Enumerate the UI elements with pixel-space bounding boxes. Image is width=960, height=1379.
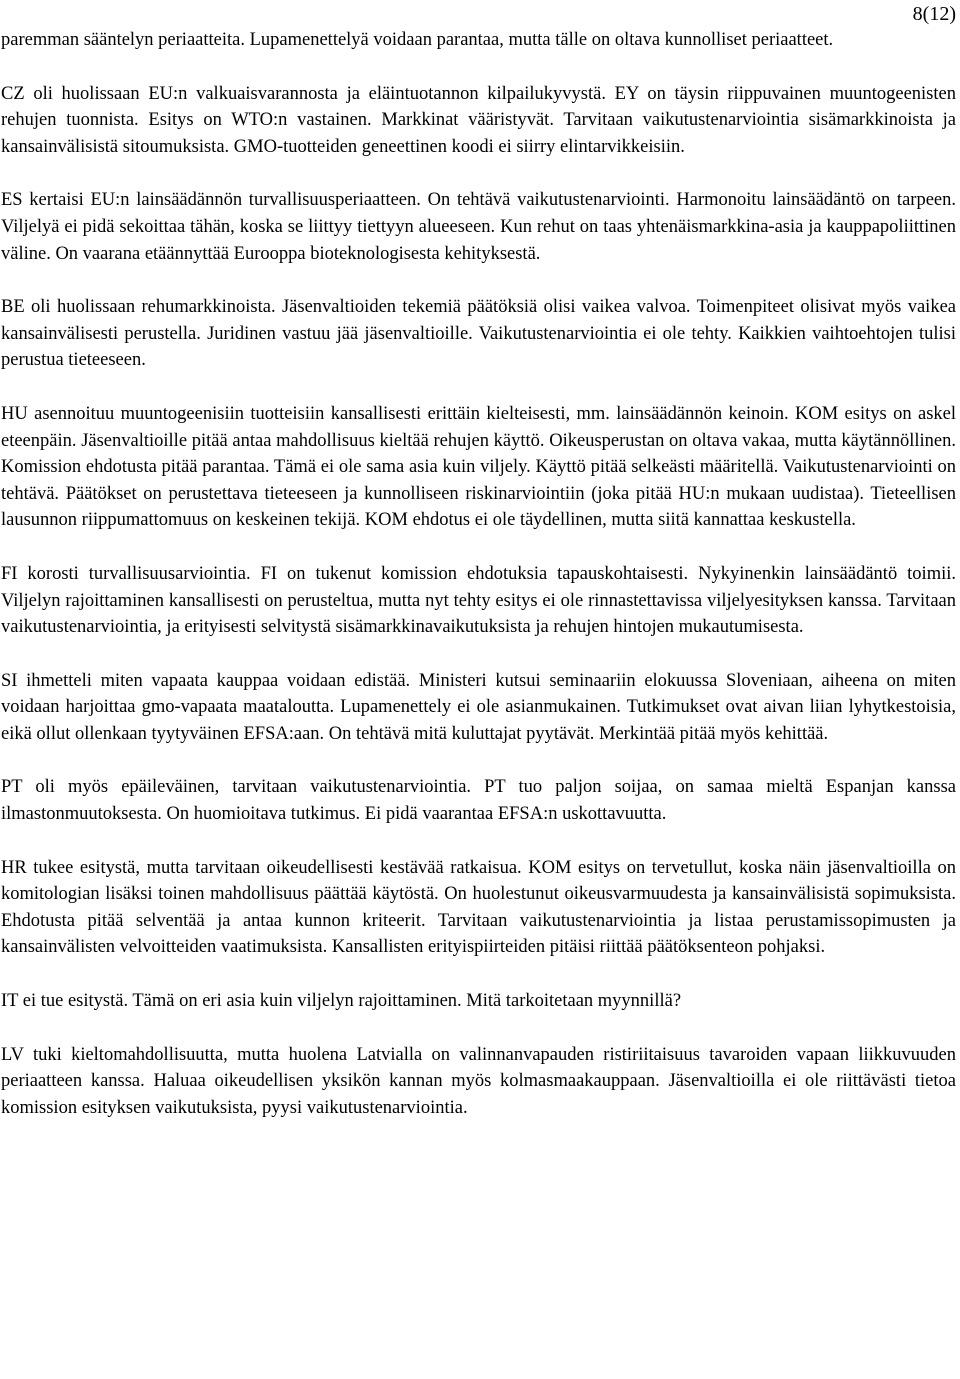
paragraph-es: ES kertaisi EU:n lainsäädännön turvallisuusperiaatteen. On tehtävä vaikutustenarviointi. Harmonoitu lainsäädäntö on tarpeen. Viljelyä ei pidä sekoittaa tähän, koska se liittyy tiettyyn alueeseen. Kun rehut on taas yhtenäismarkkina-asia ja kauppapoliittinen väline. On vaarana etäännyttää Eurooppa bioteknologisesta kehityksestä. — [1, 190, 956, 264]
paragraph-be: BE oli huolissaan rehumarkkinoista. Jäsenvaltioiden tekemiä päätöksiä olisi vaikea valvoa. Toimenpiteet olisivat myös vaikea kansainvälisesti perustella. Juridinen vastuu jää jäsenvaltioille. Vaikutustenarviointia ei ole tehty. Kaikkien vaihtoehtojen tulisi perustua tieteeseen. — [1, 297, 956, 371]
paragraph-lv: LV tuki kieltomahdollisuutta, mutta huolena Latvialla on valinnanvapauden ristiriitaisuus tavaroiden vapaan liikkuvuuden periaatteen kanssa. Haluaa oikeudellisen yksikön kannan myös kolmasmaakauppaan. Jäsenvaltioilla ei ole riittävästi tietoa komission esityksen vaikutuksista, pyysi vaikutustenarviointia. — [1, 1044, 956, 1118]
paragraph-intro-continued: paremman sääntelyn periaatteita. Lupamenettelyä voidaan parantaa, mutta tälle on oltava kunnolliset periaatteet. — [1, 30, 834, 50]
page-number: 8(12) — [912, 3, 956, 25]
paragraph-hu: HU asennoituu muuntogeenisiin tuotteisiin kansallisesti erittäin kielteisesti, mm. lainsäädännön keinoin. KOM esitys on askel eteenpäin. Jäsenvaltioille pitää antaa mahdollisuus kieltää rehujen käyttö. Oikeusperustan on oltava vakaa, mutta käytännöllinen. Komission ehdotusta pitää parantaa. Tämä ei ole sama asia kuin viljely. Käyttö pitää selkeästi määritellä. Vaikutustenarviointi on tehtävä. Päätökset on perustettava tieteeseen ja kunnolliseen riskinarviointiin (joka pitää HU:n mukaan uudistaa). Tieteellisen lausunnon riippumattomuus on keskeinen tekijä. KOM ehdotus ei ole täydellinen, mutta siitä kannattaa keskustella. — [1, 403, 956, 531]
paragraph-cz: CZ oli huolissaan EU:n valkuaisvarannosta ja eläintuotannon kilpailukyvystä. EY on täysin riippuvainen muuntogeenisten rehujen tuonnista. Esitys on WTO:n vastainen. Markkinat vääristyvät. Tarvitaan vaikutustenarviointia sisämarkkinoista ja kansainvälisistä sitoumuksista. GMO-tuotteiden geneettinen koodi ei siirry elintarvikkeisiin. — [1, 83, 956, 157]
paragraph-pt: PT oli myös epäileväinen, tarvitaan vaikutustenarviointia. PT tuo paljon soijaa, on samaa mieltä Espanjan kanssa ilmastonmuutoksesta. On huomioitava tutkimus. Ei pidä vaarantaa EFSA:n uskottavuutta. — [1, 777, 956, 825]
paragraph-fi: FI korosti turvallisuusarviointia. FI on tukenut komission ehdotuksia tapauskohtaisesti. Nykyinenkin lainsäädäntö toimii. Viljelyn rajoittaminen kansallisesti on perusteltua, mutta nyt tehty esitys ei ole rinnastettavissa viljelyesityksen kanssa. Tarvitaan vaikutustenarviointia, ja erityisesti selvitystä sisämarkkinavaikutuksista ja rehujen hintojen mukautumisesta. — [1, 563, 956, 638]
paragraph-hr: HR tukee esitystä, mutta tarvitaan oikeudellisesti kestävää ratkaisua. KOM esitys on tervetullut, koska näin jäsenvaltioilla on komitologian lisäksi toinen mahdollisuus päättää käytöstä. On huolestunut oikeusvarmuudesta ja kansainvälisistä sopimuksista. Ehdotusta pitää selventää ja antaa kunnon kriteerit. Tarvitaan vaikutustenarviointia ja listaa perustamissopimusten ja kansainvälisten velvoitteiden vaatimuksista. Kansallisten erityispiirteiden pitäisi riittää päätöksenteon pohjaksi. — [1, 857, 956, 958]
paragraph-it: IT ei tue esitystä. Tämä on eri asia kuin viljelyn rajoittaminen. Mitä tarkoitetaan myynnillä? — [1, 991, 682, 1012]
document-body — [1, 27, 956, 1146]
paragraph-si: SI ihmetteli miten vapaata kauppaa voidaan edistää. Ministeri kutsui seminaariin elokuussa Sloveniaan, aiheena on miten voidaan harjoittaa gmo-vapaata maataloutta. Lupamenettely ei ole asianmukainen. Tutkimukset ovat aivan liian lyhytkestoisia, eikä ollut ollenkaan tyytyväinen EFSA:aan. On tehtävä mitä kuluttajat pyytävät. Merkintää pitää myös kehittää. — [1, 670, 956, 744]
